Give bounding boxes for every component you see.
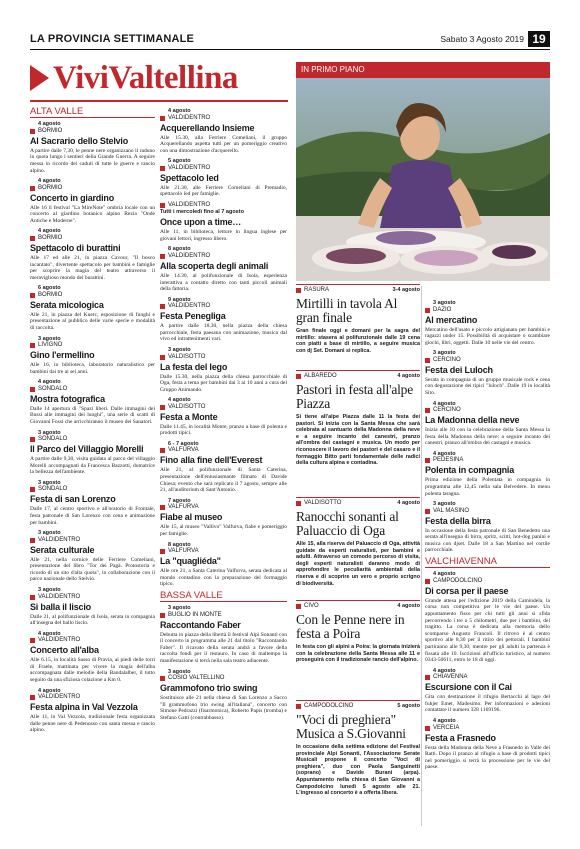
event-body: Alle 11, in biblioteca, letture in lingua inglese per giovani lettori, ingresso libero.: [160, 229, 287, 242]
event-date: 4 agosto: [433, 667, 456, 674]
event-title: Grammofono trio swing: [160, 683, 258, 694]
article-title: "Voci di preghiera" Musica a S.Giovanni: [296, 712, 406, 741]
event-title: Alla scoperta degli animali: [160, 260, 269, 271]
event-place: [30, 128, 155, 135]
article-title: Mirtilli in tavola Al gran finale: [296, 296, 398, 325]
article-place: CIVO: [304, 603, 319, 609]
square-bullet-icon: [296, 704, 301, 709]
event-date: 7 agosto: [168, 497, 191, 504]
event-date: 4 agosto: [38, 121, 61, 128]
square-bullet-icon: [425, 308, 430, 313]
event-date: 4 agosto: [38, 178, 61, 185]
event-place: [30, 637, 155, 644]
event-place: [425, 508, 550, 515]
event-date: 4 agosto: [38, 228, 61, 235]
event-item: [425, 718, 550, 771]
event-title: Serata micologica: [30, 299, 104, 310]
article-location: [296, 373, 337, 379]
event-place: [160, 253, 287, 260]
event-place-name: CERCINO: [433, 356, 461, 363]
event-item: [30, 285, 155, 331]
event-place: [160, 612, 287, 619]
event-body: A partire dalle 7,30, le penne nere organizzano il raduno in quota lungo i sentieri della Grande Guerra. A seguire messa in ricordo dei caduti di tutte le guerre e rancio alpino.: [30, 147, 155, 174]
event-title: Once upon a time…: [160, 217, 242, 228]
article-location: [296, 287, 329, 293]
column-divider: [421, 286, 422, 826]
event-body: Alle 6.15, in località Sasso di Pravia, ai piedi delle torri di Fraele, mattinata per vivere la magia dell'alba accompagnata dalle melodie della Bandalalber, il tutto seguito da una sfiziosa colazione a Km 0.: [30, 657, 155, 683]
article-title: Ranocchi sonanti al Paluaccio di Oga: [296, 509, 399, 538]
event-title: Di corsa per il paese: [425, 585, 509, 596]
event-place-name: VERCEIA: [433, 724, 460, 731]
square-bullet-icon: [425, 509, 430, 514]
event-body: Alle 14.30, al polifunzionale di Isola, esperienza interattiva a contatto diretto con tanti piccoli animali della fattoria.: [160, 272, 287, 293]
event-place-name: CAMPODOLCINO: [433, 577, 483, 584]
event-place-name: BORMIO: [38, 234, 63, 241]
event-item: [30, 631, 155, 684]
square-bullet-icon: [30, 387, 35, 392]
section-head-bassa-valle: BASSA VALLE: [160, 592, 287, 602]
event-title: Spettacolo led: [160, 172, 219, 183]
brand-rule: [30, 100, 288, 102]
article-date: 4 agosto: [397, 603, 420, 609]
event-date: 4 agosto: [168, 397, 191, 404]
event-place: [160, 404, 287, 411]
square-bullet-icon: [160, 505, 165, 510]
square-bullet-icon: [160, 254, 165, 259]
event-place-name: VALDIDENTRO: [168, 252, 211, 259]
event-body: Alle 21, al polifunzionale di Santa Caterina, presentazione dell'entusiasmante filmato di Davide Chiesa; evento che sarà replicato il 7 agosto, sempre alle 21, all'auditorium di Sant'Antonio.: [160, 467, 287, 494]
event-title: Al mercatino: [425, 314, 478, 325]
square-bullet-icon: [30, 343, 35, 348]
article-bar: [296, 600, 420, 609]
event-place-name: DAZIO: [433, 306, 452, 313]
event-title: Si balla il liscio: [30, 601, 91, 612]
article-title: Con le Penne nere in festa a Poira: [296, 612, 405, 641]
event-date: 3 agosto: [38, 335, 61, 342]
event-subtitle: Tutti i mercoledì fino al 7 agosto: [160, 208, 244, 215]
event-date: 3 agosto: [168, 605, 191, 612]
event-place-name: BORMIO: [38, 184, 63, 191]
event-title: Festa della birra: [425, 515, 491, 526]
event-place-name: VALFURVA: [168, 504, 199, 511]
article-place: CAMPODOLCINO: [304, 703, 354, 709]
article-date: 5 agosto: [397, 703, 420, 709]
event-list: [160, 605, 287, 721]
event-body: Mercatino dell'usato e piccolo artigianato per bambini e ragazzi under 15. Possibilità di acquistare o scambiare giochi, libri, oggetti. Dalle 10 nelle vie del centro.: [425, 326, 550, 346]
event-date: 4 agosto: [433, 718, 456, 725]
event-body: Alle 11, in Val Vezzola, tradizionale festa organizzata dalle penne nere di Pedenosso con santa messa e rancio alpino.: [30, 714, 155, 734]
event-date: 4 agosto: [38, 379, 61, 386]
article-date: 4 agosto: [397, 373, 420, 379]
event-body: Alle 21.30, alle Ferriere Comeliani di Premadio, spettacolo led per famiglie.: [160, 184, 287, 198]
event-item: [30, 379, 155, 425]
square-bullet-icon: [160, 405, 165, 410]
event-title: Festa di san Lorenzo: [30, 494, 116, 505]
event-body: Alle 21, nella cornice delle Ferriere Comeliani, presentazione del libro "Tor dei Pagà. Protostoria e ricordo di un sito d'alta quota", in collaborazione con il parco nazionale dello Stelvio.: [30, 556, 155, 583]
event-place-name: SONDALO: [38, 486, 68, 493]
event-item: [30, 336, 155, 376]
event-item: [160, 202, 287, 242]
article-body: In festa con gli alpini a Poira: la giornata inizierà con la celebrazione della Santa Messa alle 11 e proseguirà con il tradizionale rancio dell'alpino.: [296, 644, 420, 664]
brand-word-2: Valtellina: [108, 59, 238, 96]
event-item: [30, 121, 155, 174]
event-place: [30, 235, 155, 242]
event-body: A partire dalle 9,30, visita guidata al parco del villaggio Morelli accompagnati da Francesca Bazzotti, domatrice la bellezza dell'ambiente.: [30, 456, 155, 476]
event-body: Debutta in piazza della libertà il festival Alpi Sonanti con il concerto in programma alle 21 dal titolo "Raccontando Faber". Il ricavato della serata andrà a favore della raccolta fondi per il restauro. In caso di maltempo la manifestazione si terrà nella sala teatro adiacente.: [160, 631, 287, 664]
event-date: 8 agosto: [168, 246, 191, 253]
event-body: Serata in compagnia di un gruppo musicale rock e cena con degustazione dei tipici "luloch". Dalle 19 in località Sito.: [425, 376, 550, 396]
woman-with-blueberry-dishes-image: [296, 78, 550, 281]
article-bar: [296, 700, 420, 709]
event-body: Prima edizione della Polentata in compagnia in programma alle 12,45 nella sala Belvedere. In menu polenta taragna.: [425, 477, 550, 497]
column-4: [425, 300, 550, 775]
event-date: 9 agosto: [168, 296, 191, 303]
event-body: Dalle 17, al centro sportivo e all'oratorio di Frontale, festa patronale di San Lorenzo con cena e animazione per bambini.: [30, 506, 155, 526]
square-bullet-icon: [160, 613, 165, 618]
paper-name: LA PROVINCIA SETTIMANALE: [30, 33, 195, 45]
event-list: [425, 300, 550, 554]
article-date: 3-4 agosto: [392, 287, 420, 293]
event-place: [30, 292, 155, 299]
square-bullet-icon: [30, 695, 35, 700]
event-title: Serata culturale: [30, 544, 95, 555]
event-place: [30, 594, 155, 601]
event-item: [425, 571, 550, 663]
event-place-name: VALDIDENTRO: [38, 637, 81, 644]
event-place-name: BUGLIO IN MONTE: [168, 611, 222, 618]
event-place-name: SONDALO: [38, 436, 68, 443]
article-location: [296, 603, 319, 609]
event-place: [30, 486, 155, 493]
event-body: Alle ore 21, a Santa Caterina Valfurva, serata dedicata al mondo contadino con la preparazione del formaggio tipico.: [160, 568, 287, 588]
event-item: [30, 178, 155, 224]
event-list: [160, 108, 287, 588]
article-valdisotto: [296, 497, 420, 587]
event-item: [160, 246, 287, 292]
event-place-name: VALDIDENTRO: [38, 536, 81, 543]
event-date: 3 agosto: [168, 668, 191, 675]
event-title: Festa a Frasnedo: [425, 732, 496, 743]
event-item: [160, 669, 287, 722]
event-place-name: VALDIDENTRO: [38, 593, 81, 600]
event-date: 3 agosto: [38, 479, 61, 486]
square-bullet-icon: [425, 675, 430, 680]
column-alta-valle: [30, 108, 155, 738]
event-title: Escursione con il Cai: [425, 682, 512, 693]
event-date: 6 agosto: [38, 285, 61, 292]
event-date: 4 agosto: [433, 571, 456, 578]
event-place-name: VALDISOTTO: [168, 403, 206, 410]
event-title: Festa dei Luloch: [425, 364, 493, 375]
square-bullet-icon: [30, 437, 35, 442]
event-item: [160, 108, 287, 154]
event-item: [425, 300, 550, 346]
event-place: [160, 447, 287, 454]
event-body: Inizia alle 10 con la celebrazione della Santa Messa la festa della Madonna della neve; a seguire incanto dei canestri, pranzo all'ombra dei castagni e musica.: [425, 427, 550, 447]
event-title: Fiabe al museo: [160, 512, 223, 523]
in-primo-piano-banner: IN PRIMO PIANO: [296, 62, 550, 78]
event-body: Alle 21, in piazza del Kuerc, esposizione di funghi e presentazione al pubblico delle varie specie e modalità di raccolta.: [30, 311, 155, 332]
article-place: ALBAREDO: [304, 373, 337, 379]
event-place: [425, 674, 550, 681]
event-title: Festa alpina in Val Vezzola: [30, 702, 138, 713]
issue-date: Sabato 3 Agosto 2019: [440, 34, 524, 44]
event-place: [425, 407, 550, 414]
article-bar: [296, 370, 420, 379]
event-place: [160, 202, 287, 209]
event-place: [425, 457, 550, 464]
article-rasura: [296, 284, 420, 354]
event-place: [160, 115, 287, 122]
article-body: Gran finale oggi e domani per la sagra del mirtillo: stasera al polifunzionale dalle 19 cena con piatti a base di mirtillo, a seguire musica con dj Set. Domani si replica.: [296, 328, 420, 354]
event-place: [425, 725, 550, 732]
event-title: Spettacolo di burattini: [30, 242, 121, 253]
event-place: [425, 578, 550, 585]
square-bullet-icon: [425, 458, 430, 463]
square-bullet-icon: [160, 203, 165, 208]
event-title: Fino alla fine dell'Everest: [160, 455, 263, 466]
event-place: [425, 307, 550, 314]
article-body: Alle 15, alla riserva del Paluaccio di Oga, attività guidate da esperti naturalisti, per bambini e adulti. Attraverso un comodo percorso di visita, degli esperti naturalisti daranno modo di approfondire le peculiarità ambientali della riserva e di scoprire un vero e proprio scrigno di biodiversità.: [296, 541, 420, 587]
column-2: [160, 108, 287, 725]
event-body: Festa della Madonna della Neve a Frasnedo in Valle dei Ratti. Dopo il pranzo al rifugio a base di prodotti tipici nel pomeriggio si terrà la processione per le vie del paese.: [425, 744, 550, 771]
event-place: [30, 436, 155, 443]
event-item: [160, 441, 287, 494]
event-body: In occasione della festa patronale di San Benedetto una serata all'insegna di birra, spritz, scitti, hot-dog panini e musica con djset. Dalle 18 a San Martino nel cortile parrocchiale.: [425, 527, 550, 554]
square-bullet-icon: [425, 408, 430, 413]
square-bullet-icon: [296, 374, 301, 379]
event-body: Sostituisce alle 21 nella chiesa di San Lorenzo a Sacco "Il grammofono trio swing all'italiana", concerto con Simone Pedrazzi (fisarmonica), Roberto Papis (tromba) e Stefano Gatti (contrabbasso).: [160, 695, 287, 721]
event-place: [30, 185, 155, 192]
square-bullet-icon: [160, 304, 165, 309]
event-title: Festa Penegliga: [160, 311, 226, 322]
square-bullet-icon: [30, 538, 35, 543]
event-item: [160, 158, 287, 198]
event-date: 6 - 7 agosto: [168, 440, 199, 447]
event-place: [160, 504, 287, 511]
square-bullet-icon: [296, 604, 301, 609]
article-place: RASURA: [304, 287, 330, 293]
event-item: [30, 530, 155, 583]
event-title: Festa a Monte: [160, 411, 218, 422]
event-item: [425, 451, 550, 497]
event-place-name: CHIAVENNA: [433, 674, 468, 681]
square-bullet-icon: [30, 236, 35, 241]
event-body: Gita con destinazione il rifugio Bertacchi al lago del fuhjer Emet, Madesimo. Per informazioni e adesioni contattare il numero 328 1169196.: [425, 694, 550, 714]
feature-photo: [296, 78, 550, 281]
event-body: Alle 17 ed alle 21, in piazza Cavour, "Il bosco incantato", divertente spettacolo per bambini e famiglie per scoprire la magia del teatro attraverso il meraviglioso mondo dei burattini.: [30, 254, 155, 281]
event-title: Polenta in compagnia: [425, 465, 515, 476]
event-date: 3 agosto: [38, 530, 61, 537]
event-place: [30, 537, 155, 544]
event-place-name: CERCINO: [433, 407, 461, 414]
event-item: [30, 228, 155, 281]
event-place-name: PEDESINA: [433, 457, 464, 464]
event-date: 3 agosto: [38, 587, 61, 594]
event-item: [160, 397, 287, 437]
event-item: [160, 498, 287, 538]
event-body: A partire dalle 18.30, nella piazza della chiesa parrocchiale, festa paesana con animazione, musica dal vivo ed intrattenimenti vari.: [160, 323, 287, 343]
article-albaredo: [296, 370, 420, 467]
event-title: Raccontando Faber: [160, 619, 241, 630]
event-date: 4 agosto: [38, 687, 61, 694]
brand-word-1: Vivi: [53, 59, 109, 96]
event-title: La "quagliéda": [160, 556, 221, 567]
event-place-name: VALDIDENTRO: [168, 201, 211, 208]
event-place-name: SONDALO: [38, 385, 68, 392]
triangle-icon: [30, 65, 49, 91]
article-bar: [296, 497, 420, 506]
event-body: Alle 15.30, alla Ferriere Comeliani, il gruppo Acquerellando aspetta tutti per un pomeriggio creativo con una dimostrazione d'acquerello.: [160, 134, 287, 154]
event-place-name: BORMIO: [38, 291, 63, 298]
event-item: [425, 501, 550, 554]
event-date: 4 agosto: [433, 450, 456, 457]
event-title: Concerto in giardino: [30, 192, 115, 203]
article-bar: [296, 284, 420, 293]
square-bullet-icon: [160, 676, 165, 681]
event-place: [160, 675, 287, 682]
event-item: [30, 480, 155, 526]
event-item: [425, 401, 550, 447]
square-bullet-icon: [30, 129, 35, 134]
event-place-name: LIVIGNO: [38, 342, 63, 349]
square-bullet-icon: [425, 726, 430, 731]
square-bullet-icon: [30, 186, 35, 191]
article-place: VALDISOTTO: [304, 500, 342, 506]
section-head-alta-valle: ALTA VALLE: [30, 108, 155, 118]
square-bullet-icon: [160, 116, 165, 121]
event-date: 3 agosto: [433, 300, 456, 306]
article-body: In occasione della settima edizione del Festival provinciale Alpi Sonanti, l'Associazione Serate Musicali propone il concerto "Voci di preghiera", duo con Paola Sanguinetti (soprano) e Davide Burani (arpa). Appuntamento nella chiesa di San Giovanni a Campodolcino lunedì 5 agosto alle 21. L'ingresso al concerto è a offerta libera.: [296, 744, 420, 797]
square-bullet-icon: [160, 448, 165, 453]
square-bullet-icon: [296, 288, 301, 293]
event-place: [30, 386, 155, 393]
event-place: [160, 303, 287, 310]
event-place-name: BORMIO: [38, 127, 63, 134]
article-title: Pastori in festa all'alpe Piazza: [296, 382, 414, 411]
event-place-name: VALDISOTTO: [168, 353, 206, 360]
event-item: [30, 430, 155, 476]
event-body: Dalle 15.30, nella piazza della chiesa parrocchiale di Oga, festa a tema per bambini dai 3 ai 10 anni a cura del Gruppo Animando.: [160, 373, 287, 393]
article-location: [296, 500, 341, 506]
square-bullet-icon: [296, 501, 301, 506]
event-place-name: VALDIDENTRO: [168, 114, 211, 121]
event-body: Grande attesa per l'edizione 2019 della Camindela, la corsa non competitiva per le vie del paese. Un appuntamento fisso per chi tutti gli anni si sfida percorrendo i tre o 5 chilometri, due per i bambini, del tragitto. La corsa è dedicata alla memoria dello scomparso Augusto Francoli. Il ritrovo è al centro sportivo alle 8,30 per il ritiro dei pettorali. I bambini partiranno alle 9,30, mentre per gli adulti la partenza è fissata alle 10. Iscrizioni all'ufficio turistico, al numero 0343-50611, entro le 18 di oggi.: [425, 597, 550, 664]
square-bullet-icon: [160, 549, 165, 554]
article-date: 4 agosto: [397, 500, 420, 506]
masthead: [30, 33, 550, 47]
square-bullet-icon: [30, 638, 35, 643]
section-head-valchiavenna: VALCHIAVENNA: [425, 558, 550, 568]
event-date: 8 agosto: [168, 541, 191, 548]
event-title: La festa del lego: [160, 361, 228, 372]
event-place: [30, 342, 155, 349]
event-body: Alle 15, al museo "Vallivo" Valfurva, fiabe e pomeriggio per famiglie.: [160, 524, 287, 537]
event-list: [425, 571, 550, 771]
square-bullet-icon: [160, 166, 165, 171]
event-item: [160, 542, 287, 588]
event-date: 3 agosto: [433, 350, 456, 357]
event-body: Dalle 14 apertura di "Spazi liberi. Dalle immagini dei Bussi alle immagini dei luoghi", una serie di scatti di Giovanni Fossi che arricchiranno il museo dei Sanatori.: [30, 405, 155, 425]
event-place: [30, 694, 155, 701]
event-place: [425, 357, 550, 364]
section-brand: [30, 58, 288, 98]
event-place-name: VALDIDENTRO: [168, 303, 211, 310]
event-place: [160, 165, 287, 172]
square-bullet-icon: [425, 579, 430, 584]
article-body: Si tiene all'alpe Piazza dalle 11 la festa dei pastori. Si inizia con la Santa Messa che sarà celebrata al santuario della Madonna della neve e a seguire incanto dei canestri, pranzo all'ombra dei castagni e musica. Un modo per riconoscere il lavoro dei pastori e del casaro e il formaggio Bitto parti fondamentale delle radici della cultura alpina e contadina.: [296, 414, 420, 467]
event-title: Gino l'ermellino: [30, 350, 95, 361]
event-item: [30, 688, 155, 734]
event-item: [425, 350, 550, 396]
event-title: Il Parco del Villaggio Morelli: [30, 444, 144, 455]
event-title: Acquerellando Insieme: [160, 122, 255, 133]
event-item: [160, 347, 287, 393]
event-date: 4 agosto: [433, 400, 456, 407]
event-item: [160, 605, 287, 664]
event-title: Al Sacrario dello Stelvio: [30, 135, 129, 146]
event-title: Concerto all'alba: [30, 645, 99, 656]
event-place-name: VAL MASINO: [433, 507, 470, 514]
event-date: 3 agosto: [433, 501, 456, 508]
event-list: [30, 121, 155, 734]
event-date: 4 agosto: [38, 630, 61, 637]
event-title: La Madonna della neve: [425, 415, 520, 426]
event-place-name: COSIO VALTELLINO: [168, 675, 225, 682]
event-body: Alle 16 il festival "La MireNote" ombria locale con un concerto al giardino botanico alpino Rezia "Onde Antiche e Moderne".: [30, 204, 155, 224]
event-body: Alle 16, in biblioteca, laboratorio naturalistico per bambini dai tre ai sei anni.: [30, 362, 155, 375]
event-place-name: VALDIDENTRO: [168, 164, 211, 171]
article-location: [296, 703, 353, 709]
event-date: 4 agosto: [168, 108, 191, 114]
square-bullet-icon: [160, 355, 165, 360]
page-number: 19: [528, 31, 550, 47]
event-place-name: VALDIDENTRO: [38, 694, 81, 701]
square-bullet-icon: [30, 487, 35, 492]
top-rule: [30, 49, 550, 50]
article-campodolcino: [296, 700, 420, 797]
square-bullet-icon: [30, 293, 35, 298]
event-date: 3 agosto: [38, 429, 61, 436]
event-date: 3 agosto: [168, 347, 191, 354]
event-body: Dalle 11.45, in località Monte, pranzo a base di polenta e prodotti tipici.: [160, 423, 287, 437]
event-date: 5 agosto: [168, 158, 191, 165]
article-civo: [296, 600, 420, 664]
square-bullet-icon: [425, 358, 430, 363]
event-place-name: VALFURVA: [168, 447, 199, 454]
event-body: Dalle 21, al polifunzionale di Isola, serata in compagnia all'insegna del ballo liscio.: [30, 613, 155, 627]
event-place: [160, 354, 287, 361]
event-title: Mostra fotografica: [30, 393, 105, 404]
square-bullet-icon: [30, 595, 35, 600]
event-place: [160, 548, 287, 555]
event-place-name: VALFURVA: [168, 548, 199, 555]
event-item: [425, 668, 550, 714]
event-item: [30, 587, 155, 627]
event-item: [160, 297, 287, 343]
